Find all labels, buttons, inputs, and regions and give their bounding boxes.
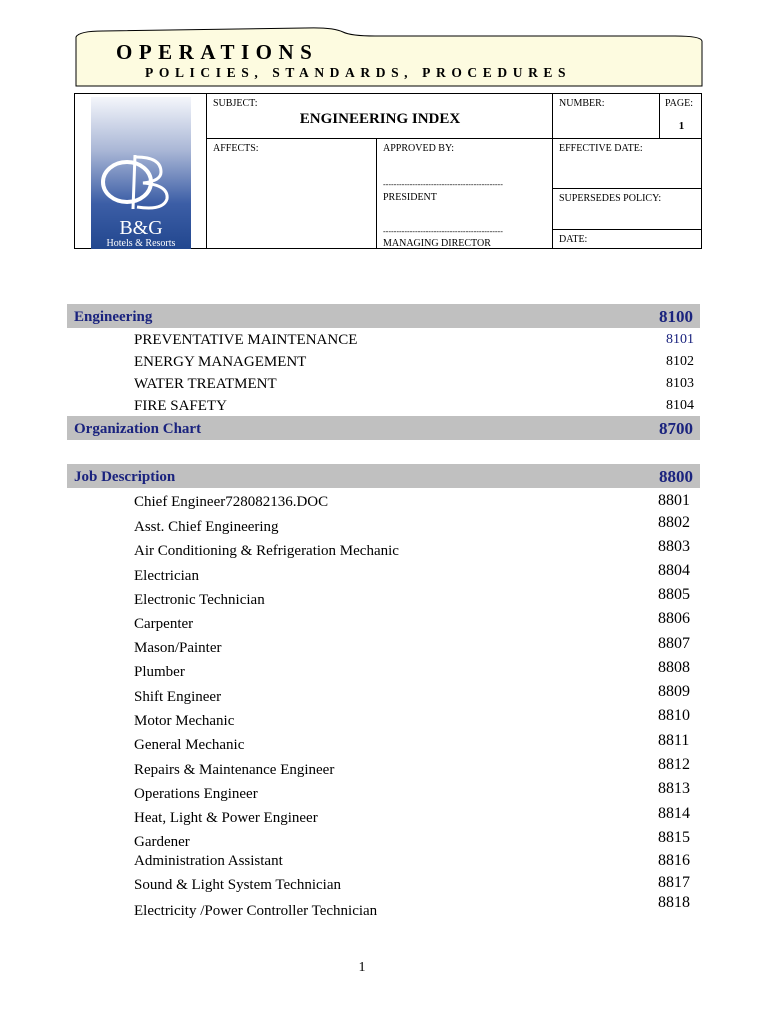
number-cell [552, 94, 659, 138]
list-item-number: 8814 [658, 805, 690, 822]
list-item-number: 8102 [666, 354, 694, 369]
date-label: DATE: [559, 234, 588, 245]
signature-line-managing-director: --------------------------------------------- [383, 227, 503, 236]
section-title-job-description: Job Description [74, 469, 176, 485]
list-item-number: 8101 [666, 332, 694, 347]
banner-subtitle: POLICIES, STANDARDS, PROCEDURES [145, 65, 572, 80]
list-item[interactable] [134, 354, 694, 374]
list-item-label: Motor Mechanic [134, 713, 235, 729]
list-item-number: 8103 [666, 376, 694, 391]
list-item-number: 8803 [658, 538, 690, 555]
list-item-label: Heat, Light & Power Engineer [134, 810, 318, 826]
footer-page-number: 1 [358, 960, 366, 975]
subject-cell [206, 94, 552, 138]
list-item[interactable] [134, 398, 694, 418]
affects-label: AFFECTS: [213, 143, 259, 154]
list-item-number: 8801 [658, 492, 690, 509]
page-label: PAGE: [665, 98, 693, 109]
section-band-engineering [67, 304, 700, 328]
list-item-label: Administration Assistant [134, 853, 283, 869]
list-item-number: 8809 [658, 683, 690, 700]
managing-director-label: MANAGING DIRECTOR [383, 238, 491, 249]
president-label: PRESIDENT [383, 192, 437, 203]
list-item-label: Electricity /Power Controller Technician [134, 903, 378, 919]
list-item-label: FIRE SAFETY [134, 398, 227, 414]
list-item-label: Repairs & Maintenance Engineer [134, 762, 335, 778]
banner-title: OPERATIONS [116, 40, 319, 64]
list-item-number: 8805 [658, 586, 690, 603]
list-item-number: 8808 [658, 659, 690, 676]
list-item-label: Carpenter [134, 616, 194, 632]
list-item-label: Gardener [134, 834, 190, 850]
list-item-number: 8811 [658, 732, 690, 749]
policy-header-table [74, 93, 702, 249]
list-item-number: 8818 [658, 894, 690, 911]
list-item-label: Air Conditioning & Refrigeration Mechanic [134, 543, 399, 559]
signature-line-president: --------------------------------------------- [383, 180, 503, 189]
logo-tagline: Hotels & Resorts [106, 238, 176, 249]
list-item-label: WATER TREATMENT [134, 376, 277, 392]
list-item-label: PREVENTATIVE MAINTENANCE [134, 332, 358, 348]
list-item-number: 8812 [658, 756, 690, 773]
list-item-number: 8810 [658, 707, 690, 724]
supersedes-cell [552, 188, 702, 229]
logo-brand: B&G [119, 217, 163, 239]
list-item-number: 8816 [658, 852, 690, 869]
section-number-job-description: 8800 [659, 467, 693, 486]
effective-date-label: EFFECTIVE DATE: [559, 143, 643, 154]
list-item-number: 8802 [658, 514, 690, 531]
list-item-label: Sound & Light System Technician [134, 877, 341, 893]
list-item-number: 8815 [658, 829, 690, 846]
list-item[interactable] [134, 332, 694, 352]
bg-logo [91, 97, 191, 249]
list-item-label: Shift Engineer [134, 689, 222, 705]
list-item-label: Chief Engineer728082136.DOC [134, 494, 329, 510]
list-item-number: 8104 [666, 398, 694, 413]
list-item-label: Electrician [134, 568, 199, 584]
supersedes-label: SUPERSEDES POLICY: [559, 193, 662, 204]
operations-banner [75, 27, 703, 87]
list-item-label: Mason/Painter [134, 640, 222, 656]
subject-label: SUBJECT: [213, 98, 258, 109]
list-item[interactable] [134, 376, 694, 396]
approved-by-cell [376, 138, 552, 249]
section-band-job-description [67, 464, 700, 488]
section-band-organization-chart [67, 416, 700, 440]
list-item-label: General Mechanic [134, 737, 245, 753]
list-item-number: 8806 [658, 610, 690, 627]
section-number-organization-chart: 8700 [659, 419, 693, 438]
list-item-label: ENERGY MANAGEMENT [134, 354, 307, 370]
list-item-label: Operations Engineer [134, 786, 258, 802]
list-item-number: 8813 [658, 780, 690, 797]
section-title-organization-chart: Organization Chart [74, 421, 202, 437]
list-item-number: 8804 [658, 562, 690, 579]
list-item-label: Plumber [134, 664, 185, 680]
list-item-number: 8807 [658, 635, 690, 652]
section-title-engineering: Engineering [74, 309, 153, 325]
subject-value: ENGINEERING INDEX [299, 111, 461, 127]
approved-by-label: APPROVED BY: [383, 143, 455, 154]
number-label: NUMBER: [559, 98, 605, 109]
date-cell [552, 229, 702, 249]
affects-cell [206, 138, 376, 249]
page-cell [659, 94, 702, 138]
list-item-label: Asst. Chief Engineering [134, 519, 279, 535]
list-item-number: 8817 [658, 874, 690, 891]
page-value: 1 [678, 120, 685, 132]
effective-date-cell [552, 138, 702, 188]
section-number-engineering: 8100 [659, 307, 693, 326]
list-item-label: Electronic Technician [134, 592, 265, 608]
